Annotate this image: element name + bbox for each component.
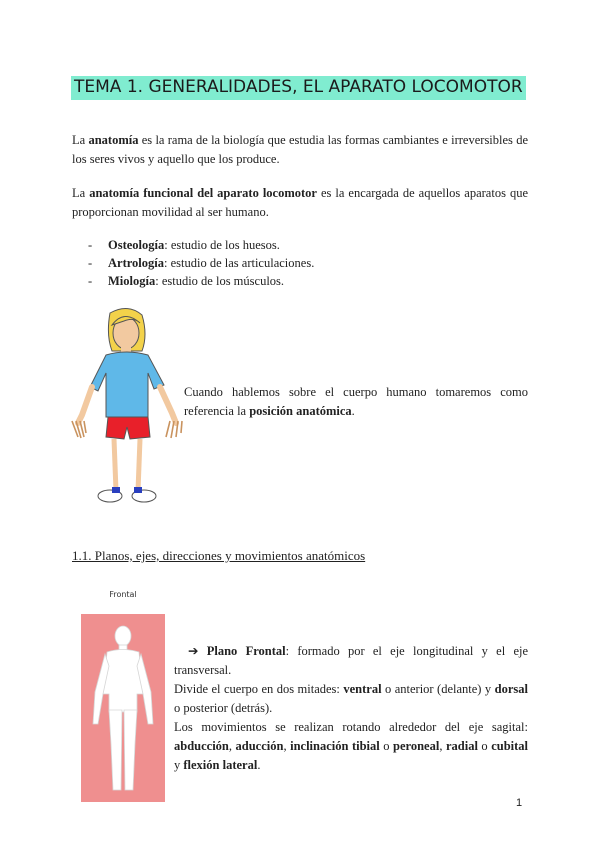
text: : estudio de los músculos. [155,274,285,288]
list-item [88,254,314,272]
text: , [283,739,291,753]
text: La [72,133,89,147]
body-silhouette [81,614,165,802]
term: Osteología [108,238,165,252]
arrow-icon: ➔ [188,644,199,658]
term: abducción [174,739,229,753]
term-posicion-anatomica: posición anatómica [249,404,352,418]
list-item [88,272,314,290]
anatomical-position-cartoon [68,305,188,510]
term-plano-frontal: Plano Frontal [206,644,286,658]
term: ventral [343,682,382,696]
term-anatomia-funcional: anatomía funcional del aparato locomotor [89,186,317,200]
term: dorsal [494,682,528,696]
text: o posterior (detrás). [174,701,273,715]
text: Divide el cuerpo en dos mitades: [174,682,344,696]
term: peroneal [393,739,440,753]
term: radial [445,739,478,753]
bullet-list [88,236,314,290]
text: : estudio de las articulaciones. [164,256,315,270]
page-number: 1 [516,797,523,809]
text: : formado por el eje longitudinal y el eje transversal. [174,644,529,677]
term: Artrología [108,256,165,270]
section-heading: 1.1. Planos, ejes, direcciones y movimientos anatómicos [72,548,366,563]
text: es la encargada de aquellos aparatos que proporcionan movilidad al ser humano. [72,186,528,219]
term: inclinación tibial [290,739,380,753]
text: o [477,739,492,753]
intro-paragraph-anatomia [72,131,528,169]
dash: - [88,238,93,252]
text: Cuando hablemos sobre el cuerpo humano tomaremos como referencia la [184,385,528,418]
text: , [439,739,446,753]
list-item [88,236,314,254]
text: Los movimientos se realizan rotando alrededor del eje sagital: [174,720,528,734]
term: aducción [235,739,284,753]
term: Miología [108,274,156,288]
term: flexión lateral [183,758,258,772]
dash: - [88,274,93,288]
text: La [72,186,90,200]
text: . [351,404,355,418]
text: o anterior (delante) y [381,682,495,696]
plano-frontal-paragraph [174,642,528,775]
page-title: TEMA 1. GENERALIDADES, EL APARATO LOCOMOTOR [71,76,526,100]
frontal-figure-label: Frontal [109,590,137,599]
text: o [379,739,394,753]
term-anatomia: anatomía [88,133,139,147]
text: , [228,739,236,753]
term: cubital [491,739,529,753]
dash: - [88,256,93,270]
text: : estudio de los huesos. [164,238,280,252]
text: es la rama de la biología que estudia las formas cambiantes e irreversibles de los seres vivos y aquello que los produce. [72,133,528,166]
intro-paragraph-funcional [72,184,528,222]
text: . [257,758,261,772]
frontal-plane-box [81,614,165,802]
posicion-anatomica-text [184,383,528,421]
frontal-plane-figure [81,580,165,802]
text: y [174,758,184,772]
